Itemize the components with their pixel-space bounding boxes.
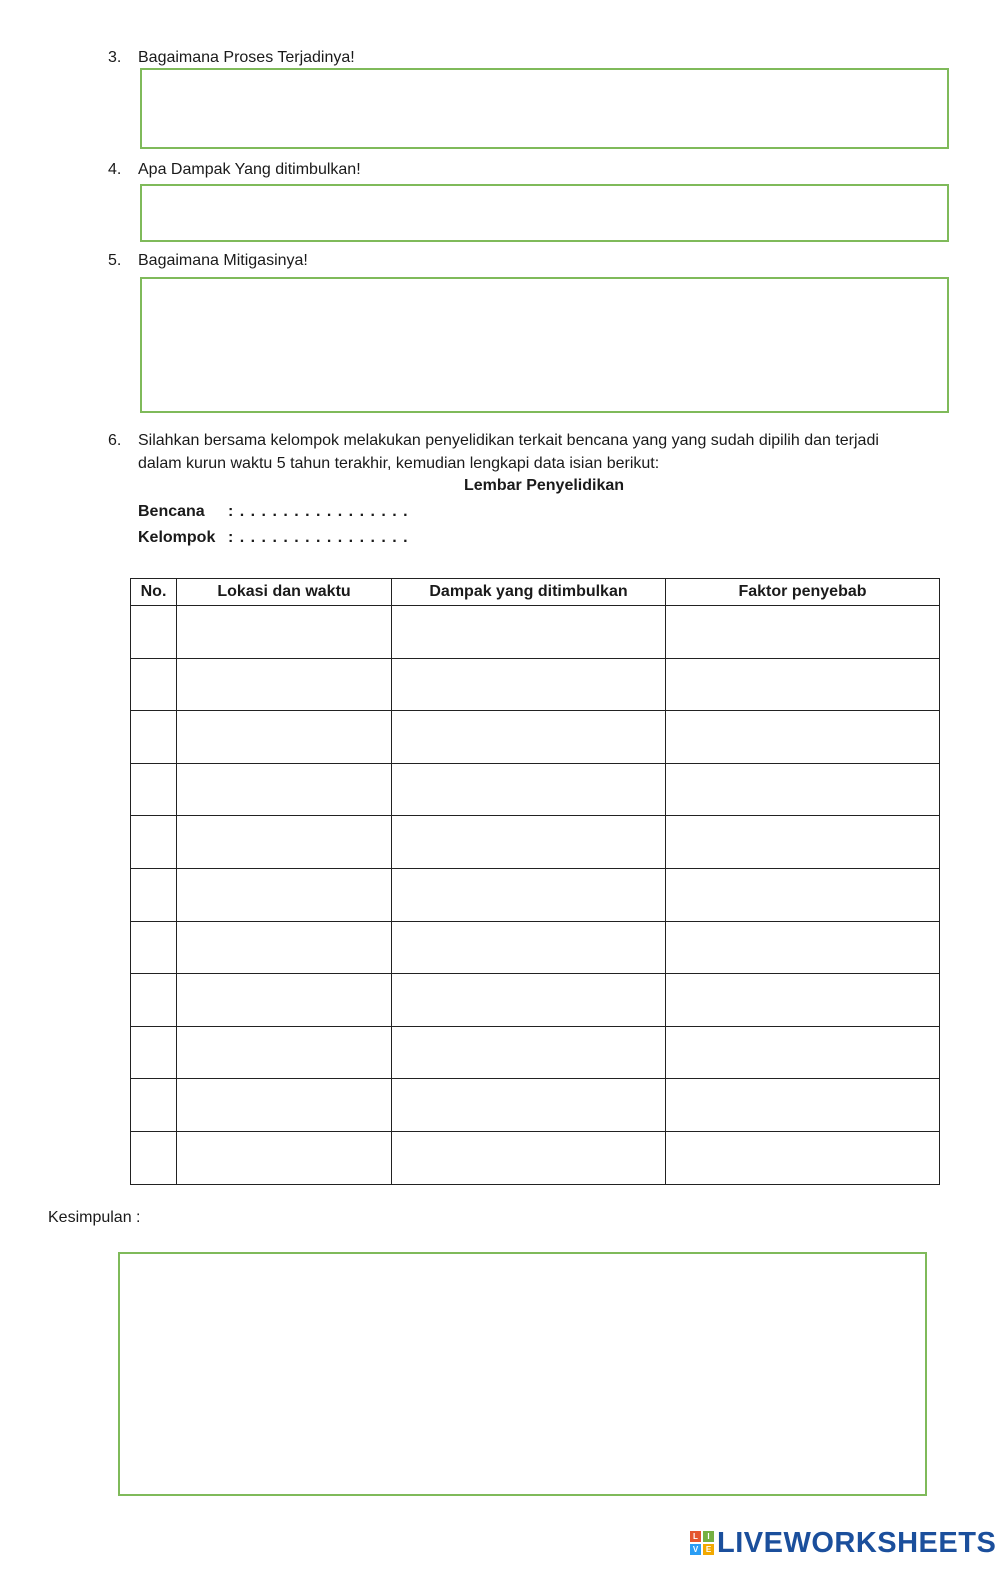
cell-lokasi[interactable] xyxy=(177,921,392,974)
table-header-row xyxy=(131,579,940,606)
header-dampak: Dampak yang ditimbulkan xyxy=(392,579,666,606)
cell-faktor[interactable] xyxy=(666,816,940,869)
cell-faktor[interactable] xyxy=(666,1026,940,1079)
cell-dampak[interactable] xyxy=(392,921,666,974)
cell-faktor[interactable] xyxy=(666,1131,940,1184)
kelompok-label: Kelompok xyxy=(138,529,216,546)
cell-dampak[interactable] xyxy=(392,816,666,869)
question-6-line-1: Silahkan bersama kelompok melakukan penyelidikan terkait bencana yang yang sudah dipilih dan terjadi xyxy=(138,432,879,449)
cell-dampak[interactable] xyxy=(392,763,666,816)
cell-lokasi[interactable] xyxy=(177,816,392,869)
cell-lokasi[interactable] xyxy=(177,974,392,1027)
cell-no[interactable] xyxy=(131,1079,177,1132)
table-row xyxy=(131,606,940,659)
bencana-value[interactable]: : . . . . . . . . . . . . . . . . xyxy=(228,503,409,520)
cell-lokasi[interactable] xyxy=(177,606,392,659)
table-row xyxy=(131,1026,940,1079)
cell-no[interactable] xyxy=(131,606,177,659)
cell-no[interactable] xyxy=(131,816,177,869)
kelompok-value[interactable]: : . . . . . . . . . . . . . . . . xyxy=(228,529,409,546)
question-6-line-2: dalam kurun waktu 5 tahun terakhir, kemudian lengkapi data isian berikut: xyxy=(138,455,660,472)
answer-box-5[interactable] xyxy=(140,277,949,413)
cell-faktor[interactable] xyxy=(666,921,940,974)
cell-lokasi[interactable] xyxy=(177,711,392,764)
cell-lokasi[interactable] xyxy=(177,763,392,816)
table-row xyxy=(131,974,940,1027)
logo-letter-v: V xyxy=(690,1544,701,1555)
cell-dampak[interactable] xyxy=(392,711,666,764)
cell-faktor[interactable] xyxy=(666,868,940,921)
question-3-number: 3. xyxy=(108,49,122,66)
cell-faktor[interactable] xyxy=(666,974,940,1027)
answer-box-3[interactable] xyxy=(140,68,949,149)
table-row xyxy=(131,763,940,816)
cell-dampak[interactable] xyxy=(392,974,666,1027)
cell-lokasi[interactable] xyxy=(177,1026,392,1079)
header-lokasi: Lokasi dan waktu xyxy=(177,579,392,606)
cell-dampak[interactable] xyxy=(392,658,666,711)
cell-no[interactable] xyxy=(131,1026,177,1079)
table-row xyxy=(131,1131,940,1184)
cell-no[interactable] xyxy=(131,711,177,764)
cell-no[interactable] xyxy=(131,921,177,974)
cell-dampak[interactable] xyxy=(392,606,666,659)
investigation-title: Lembar Penyelidikan xyxy=(463,477,625,494)
investigation-table xyxy=(130,578,940,1185)
logo-letter-e: E xyxy=(703,1544,714,1555)
cell-faktor[interactable] xyxy=(666,606,940,659)
table-row xyxy=(131,658,940,711)
header-no: No. xyxy=(131,579,177,606)
conclusion-box[interactable] xyxy=(118,1252,927,1496)
cell-faktor[interactable] xyxy=(666,658,940,711)
question-4-text: Apa Dampak Yang ditimbulkan! xyxy=(138,161,361,178)
cell-faktor[interactable] xyxy=(666,711,940,764)
table-row xyxy=(131,921,940,974)
question-5-text: Bagaimana Mitigasinya! xyxy=(138,252,308,269)
cell-lokasi[interactable] xyxy=(177,868,392,921)
table-row xyxy=(131,868,940,921)
question-6-number: 6. xyxy=(108,432,122,449)
cell-lokasi[interactable] xyxy=(177,1131,392,1184)
cell-faktor[interactable] xyxy=(666,1079,940,1132)
cell-dampak[interactable] xyxy=(392,1079,666,1132)
cell-dampak[interactable] xyxy=(392,1026,666,1079)
cell-no[interactable] xyxy=(131,1131,177,1184)
answer-box-4[interactable] xyxy=(140,184,949,242)
bencana-label: Bencana xyxy=(138,503,205,520)
cell-dampak[interactable] xyxy=(392,868,666,921)
logo-text: LIVEWORKSHEETS xyxy=(717,1526,997,1559)
liveworksheets-logo xyxy=(690,1527,996,1559)
cell-no[interactable] xyxy=(131,658,177,711)
question-4-number: 4. xyxy=(108,161,122,178)
table-row xyxy=(131,711,940,764)
cell-no[interactable] xyxy=(131,763,177,816)
cell-lokasi[interactable] xyxy=(177,658,392,711)
question-5-number: 5. xyxy=(108,252,122,269)
table-row xyxy=(131,816,940,869)
table-row xyxy=(131,1079,940,1132)
logo-mark-icon xyxy=(690,1531,714,1555)
cell-lokasi[interactable] xyxy=(177,1079,392,1132)
conclusion-label: Kesimpulan : xyxy=(48,1209,141,1226)
cell-no[interactable] xyxy=(131,868,177,921)
logo-letter-i: I xyxy=(703,1531,714,1542)
question-3-text: Bagaimana Proses Terjadinya! xyxy=(138,49,355,66)
header-faktor: Faktor penyebab xyxy=(666,579,940,606)
logo-letter-l: L xyxy=(690,1531,701,1542)
cell-no[interactable] xyxy=(131,974,177,1027)
cell-faktor[interactable] xyxy=(666,763,940,816)
cell-dampak[interactable] xyxy=(392,1131,666,1184)
